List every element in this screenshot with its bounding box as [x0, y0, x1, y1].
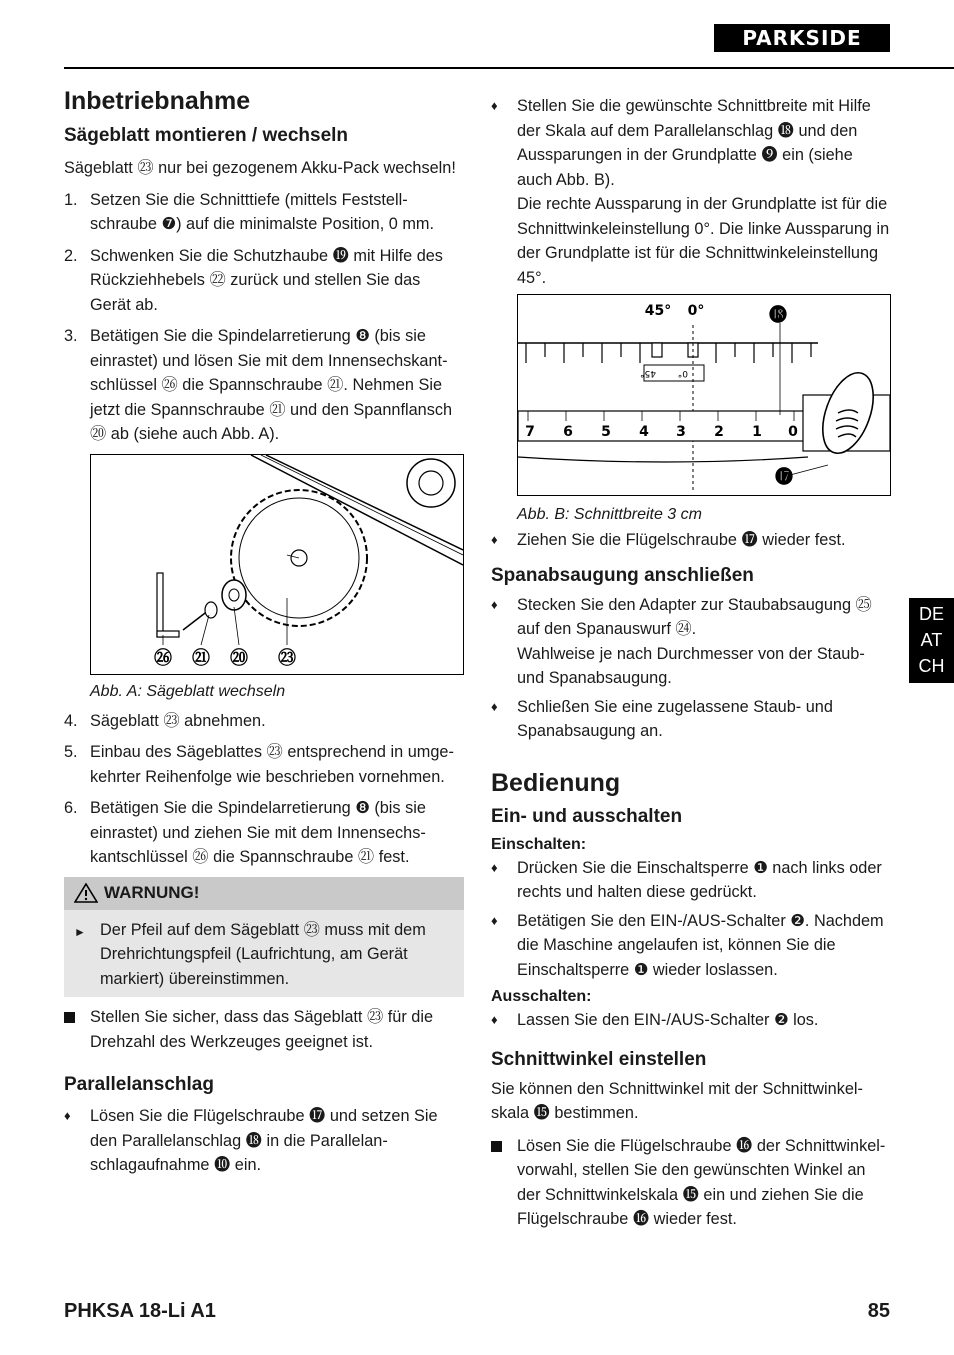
list-item: ♦ Lassen Sie den EIN-/AUS-Schalter ❷ los.: [491, 1008, 891, 1033]
page-number: 85: [867, 1300, 890, 1322]
subsection-title-parallel: Parallelanschlag: [64, 1074, 214, 1095]
list-item: Lösen Sie die Flügelschraube ⓰ der Schnittwinkelvorwahl, stellen Sie den gewünschten Winkel an der Schnittwinkelskala ⓯ ein und ziehen Sie die Flügelschraube ⓰ wieder fest.: [491, 1134, 891, 1232]
list-item: ♦ Schließen Sie eine zugelassene Staub- und Spanabsaugung an.: [491, 695, 891, 744]
figure-a: [90, 454, 464, 675]
diamond-bullet-icon: ♦: [491, 1012, 498, 1027]
list-item: ♦ Ziehen Sie die Flügelschraube ⓱ wieder fest.: [491, 528, 891, 553]
fig-a-label: ㉓: [278, 647, 296, 669]
fig-b-angle-label: 45°: [644, 303, 672, 319]
arrow-icon: ►: [74, 924, 86, 939]
label-ausschalten: Ausschalten:: [491, 988, 592, 1005]
intro-text: Sägeblatt ㉓ nur bei gezogenem Akku-Pack wechseln!: [64, 159, 456, 177]
language-code: CH: [918, 656, 945, 676]
subsection-title-ein-aus: Ein- und ausschalten: [491, 805, 683, 827]
list-item: 2. Schwenken Sie die Schutzhaube ⓳ mit Hilfe des Rückziehhebels ㉒ zurück und stellen Sie das Gerät ab.: [64, 246, 443, 314]
scale-label: 4: [639, 424, 649, 440]
list-item: ♦ Stellen Sie die gewünschte Schnittbreite mit Hilfe der Skala auf dem Parallelanschlag ⓲ und den Aussparungen in der Grundplatte ❾ ein (siehe auch Abb. B). Die rechte Aussparung in der Grundplatte ist für die Schnittwinkeleinstellung 0°. Die linke Aussparung in der Grundplatte ist für die Schnittwinkeleinstellung 45°.: [491, 94, 891, 290]
fig-b-angle-label: 0°: [687, 303, 705, 319]
diamond-bullet-icon: ♦: [491, 98, 498, 113]
list-item: 5. Einbau des Sägeblattes ㉓ entsprechend in umgekehrter Reihenfolge wie beschrieben vornehmen.: [64, 743, 454, 786]
right-column: [491, 94, 891, 1236]
figure-a-caption: Abb. A: Sägeblatt wechseln: [90, 682, 286, 700]
warning-title: WARNUNG!: [104, 883, 200, 902]
list-item: 6. Betätigen Sie die Spindelarretierung ❽ (bis sie einrastet) und ziehen Sie mit dem Innensechskantschlüssel ㉖ die Spannschraube ㉑ fest.: [64, 799, 426, 866]
parkside-logo: PARKSIDE: [714, 24, 890, 52]
label-einschalten: Einschalten:: [491, 835, 587, 853]
fig-a-label: ㉖: [154, 647, 172, 669]
square-bullet-icon: [491, 1141, 502, 1152]
schnittwinkel-intro: Sie können den Schnittwinkel mit der Schnittwinkelskala ⓯ bestimmen.: [491, 1079, 863, 1122]
list-item: ♦ Stecken Sie den Adapter zur Staubabsaugung ㉕ auf den Spanauswurf ㉔. Wahlweise je nach Durchmesser von der Staub- und Spanabsaugung.: [491, 593, 891, 691]
list-item: 4. Sägeblatt ㉓ abnehmen.: [64, 711, 266, 730]
warning-header: [64, 877, 464, 910]
parallel-guide-scale-illustration: [518, 295, 890, 495]
diamond-bullet-icon: ♦: [491, 596, 498, 612]
fig-a-label: ⑳: [230, 647, 248, 669]
list-item: 3. Betätigen Sie die Spindelarretierung ❽ (bis sie einrastet) und lösen Sie mit dem Innensechskantschlüssel ㉖ die Spannschraube ㉑. Nehmen Sie jetzt die Spannschraube ㉑ und den Spannflansch ⑳ ab (siehe auch Abb. A).: [64, 327, 453, 443]
steps-list-b: [64, 709, 464, 870]
section-title-inbetriebnahme: Inbetriebnahme: [64, 87, 251, 115]
subsection-title-spanabsaugung: Spanabsaugung anschließen: [491, 564, 754, 586]
saw-blade-illustration: [91, 455, 463, 674]
header-rule: [64, 67, 954, 69]
diamond-bullet-icon: ♦: [491, 859, 498, 875]
diamond-bullet-icon: ♦: [491, 532, 498, 547]
language-tab: [909, 598, 954, 683]
scale-label: 1: [752, 424, 762, 440]
warning-text: Der Pfeil auf dem Sägeblatt ㉓ muss mit dem Drehrichtungspfeil (Laufrichtung, am Gerät markiert) übereinstimmen.: [100, 920, 426, 988]
figure-b: [517, 294, 891, 496]
scale-label: 6: [563, 424, 573, 440]
diamond-bullet-icon: ♦: [491, 698, 498, 714]
scale-label: 7: [525, 424, 535, 440]
language-code: DE: [918, 604, 944, 624]
subsection-title-saw-blade: Sägeblatt montieren / wechseln: [64, 125, 349, 146]
fig-b-small-label: 0°: [677, 368, 688, 378]
warning-body: [64, 910, 464, 998]
list-item: 1. Setzen Sie die Schnitttiefe (mittels Feststellschraube ❼) auf die minimalste Position, 0 mm.: [64, 190, 434, 233]
language-code: AT: [920, 630, 943, 650]
footer-model: PHKSA 18-Li A1: [64, 1300, 216, 1322]
list-item: ♦ Betätigen Sie den EIN-/AUS-Schalter ❷. Nachdem die Maschine angelaufen ist, können Sie die Einschaltsperre ❶ wieder loslassen.: [491, 909, 891, 983]
scale-label: 3: [676, 424, 686, 440]
square-bullet-icon: [64, 1012, 75, 1023]
left-column: [64, 86, 464, 1182]
scale-label: 5: [601, 424, 611, 440]
diamond-bullet-icon: ♦: [64, 1108, 71, 1123]
scale-label: 0: [788, 424, 798, 440]
warning-box: [64, 877, 464, 998]
fig-b-callout: ⓲: [769, 305, 787, 326]
fig-b-small-label: 45°: [640, 368, 656, 378]
list-item: ♦ Drücken Sie die Einschaltsperre ❶ nach links oder rechts und halten diese gedrückt.: [491, 856, 891, 905]
fig-a-label: ㉑: [192, 647, 210, 669]
figure-b-caption: Abb. B: Schnittbreite 3 cm: [517, 506, 702, 523]
steps-list-a: [64, 188, 464, 447]
note-item: Stellen Sie sicher, dass das Sägeblatt ㉓ für die Drehzahl des Werkzeuges geeignet ist.: [64, 1005, 464, 1054]
section-title-bedienung: Bedienung: [491, 768, 621, 797]
scale-label: 2: [714, 424, 724, 440]
diamond-bullet-icon: ♦: [491, 912, 498, 928]
fig-b-callout: ⓱: [775, 467, 793, 488]
subsection-title-schnittwinkel: Schnittwinkel einstellen: [491, 1048, 707, 1070]
warning-triangle-icon: [74, 883, 98, 903]
list-item: ♦ Lösen Sie die Flügelschraube ⓱ und setzen Sie den Parallelanschlag ⓲ in die Parallelanschlagaufnahme ❿ ein.: [64, 1104, 464, 1178]
